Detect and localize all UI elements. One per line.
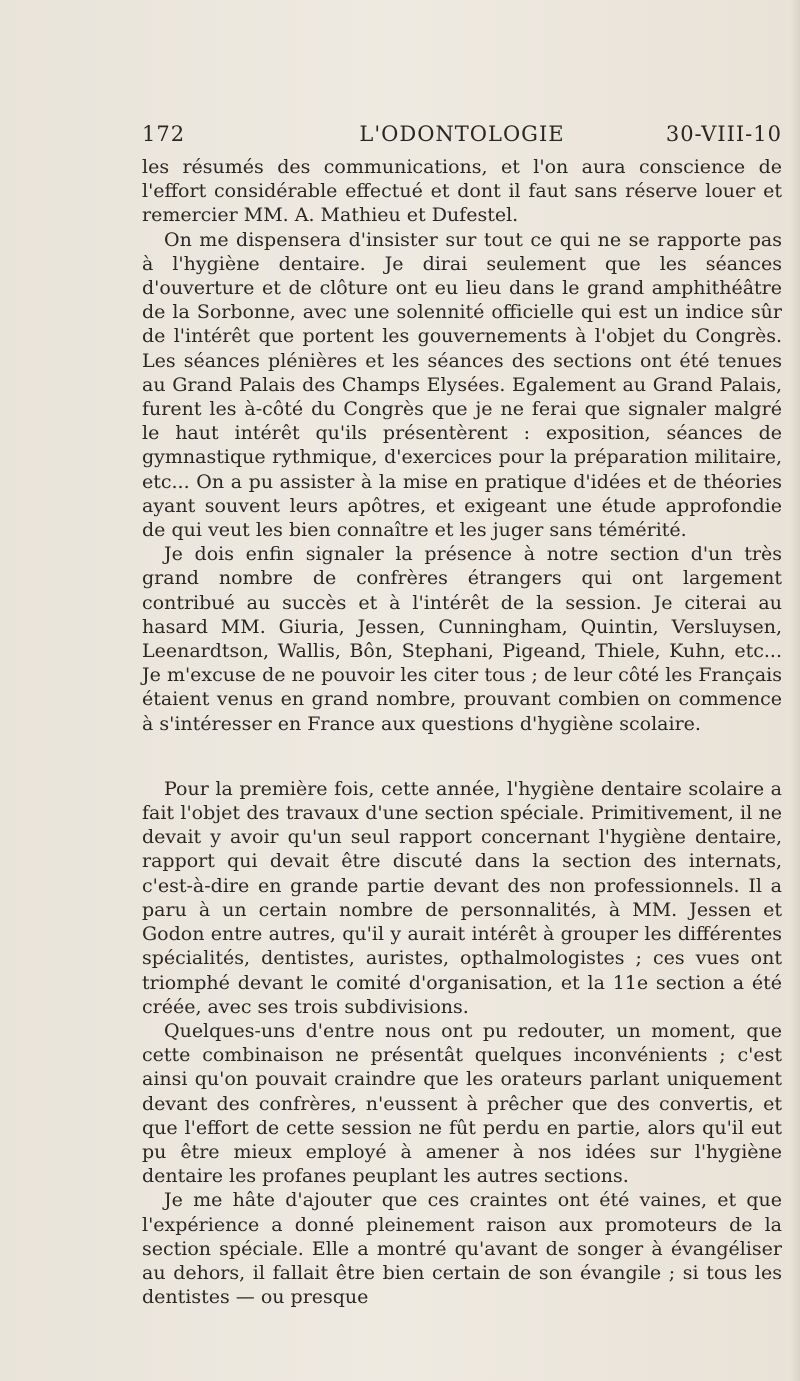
paragraph-3: Je dois enfin signaler la présence à notre section d'un très grand nombre de confrères étrangers qui ont largement contribué au succès et à l'intérêt de la session. Je citerai au hasard MM. Giuria, Jessen, Cunningham, Quintin, Versluysen, Leenardtson, Wallis, Bôn, Stephani, Pigeand, Thiele, Kuhn, etc... Je m'excuse de ne pouvoir les citer tous ; de leur côté les Français étaient venus en grand nombre, prouvant combien on commence à s'intéresser en France aux questions d'hygiène scolaire. [142,543,782,735]
paragraph-2: On me dispensera d'insister sur tout ce qui ne se rapporte pas à l'hygiène dentaire. Je dirai seulement que les séances d'ouverture et de clôture ont eu lieu dans le grand amphithéâtre de la Sorbonne, avec une solennité officielle qui est un indice sûr de l'intérêt que portent les gouvernements à l'objet du Congrès. Les séances plénières et les séances des sections ont été tenues au Grand Palais des Champs Elysées. Egalement au Grand Palais, furent les à-côté du Congrès que je ne ferai que signaler malgré le haut intérêt qu'ils présentèrent : exposition, séances de gymnastique rythmique, d'exercices pour la préparation militaire, etc... On a pu assister à la mise en pratique d'idées et de théories ayant souvent leurs apôtres, et exigeant une étude approfondie de qui veut les bien connaître et les juger sans témérité. [142,228,782,542]
page-body [142,155,782,1309]
paragraph-6: Je me hâte d'ajouter que ces craintes ont été vaines, et que l'expérience a donné pleinement raison aux promoteurs de la section spéciale. Elle a montré qu'avant de songer à évangéliser au dehors, il fallait être bien certain de son évangile ; si tous les dentistes — ou presque [142,1189,782,1309]
page-header [142,122,782,148]
paragraph-4: Pour la première fois, cette année, l'hygiène dentaire scolaire a fait l'objet des travaux d'une section spéciale. Primitivement, il ne devait y avoir qu'un seul rapport concernant l'hygiène dentaire, rapport qui devait être discuté dans la section des internats, c'est-à-dire en grande partie devant des non professionnels. Il a paru à un certain nombre de personnalités, à MM. Jessen et Godon entre autres, qu'il y aurait intérêt à grouper les différentes spécialités, dentistes, auristes, opthalmologistes ; ces vues ont triomphé devant le comité d'organisation, et la 11e section a été créée, avec ses trois subdivisions. [142,777,782,1018]
paragraph-1: les résumés des communications, et l'on aura conscience de l'effort considérable effectué et dont il faut sans réserve louer et remercier MM. A. Mathieu et Dufestel. [142,156,782,227]
section-break [142,736,782,777]
page-edge-shadow [790,0,800,1381]
issue-date: 30-VIII-10 [665,122,782,146]
running-title: L'ODONTOLOGIE [359,122,565,146]
paragraph-5: Quelques-uns d'entre nous ont pu redouter, un moment, que cette combinaison ne présentât quelques inconvénients ; c'est ainsi qu'on pouvait craindre que les orateurs parlant uniquement devant des confrères, n'eussent à prêcher que des convertis, et que l'effort de cette session ne fût perdu en partie, alors qu'il eut pu être mieux employé à amener à nos idées sur l'hygiène dentaire les profanes peuplant les autres sections. [142,1019,782,1188]
page-number: 172 [142,122,186,146]
